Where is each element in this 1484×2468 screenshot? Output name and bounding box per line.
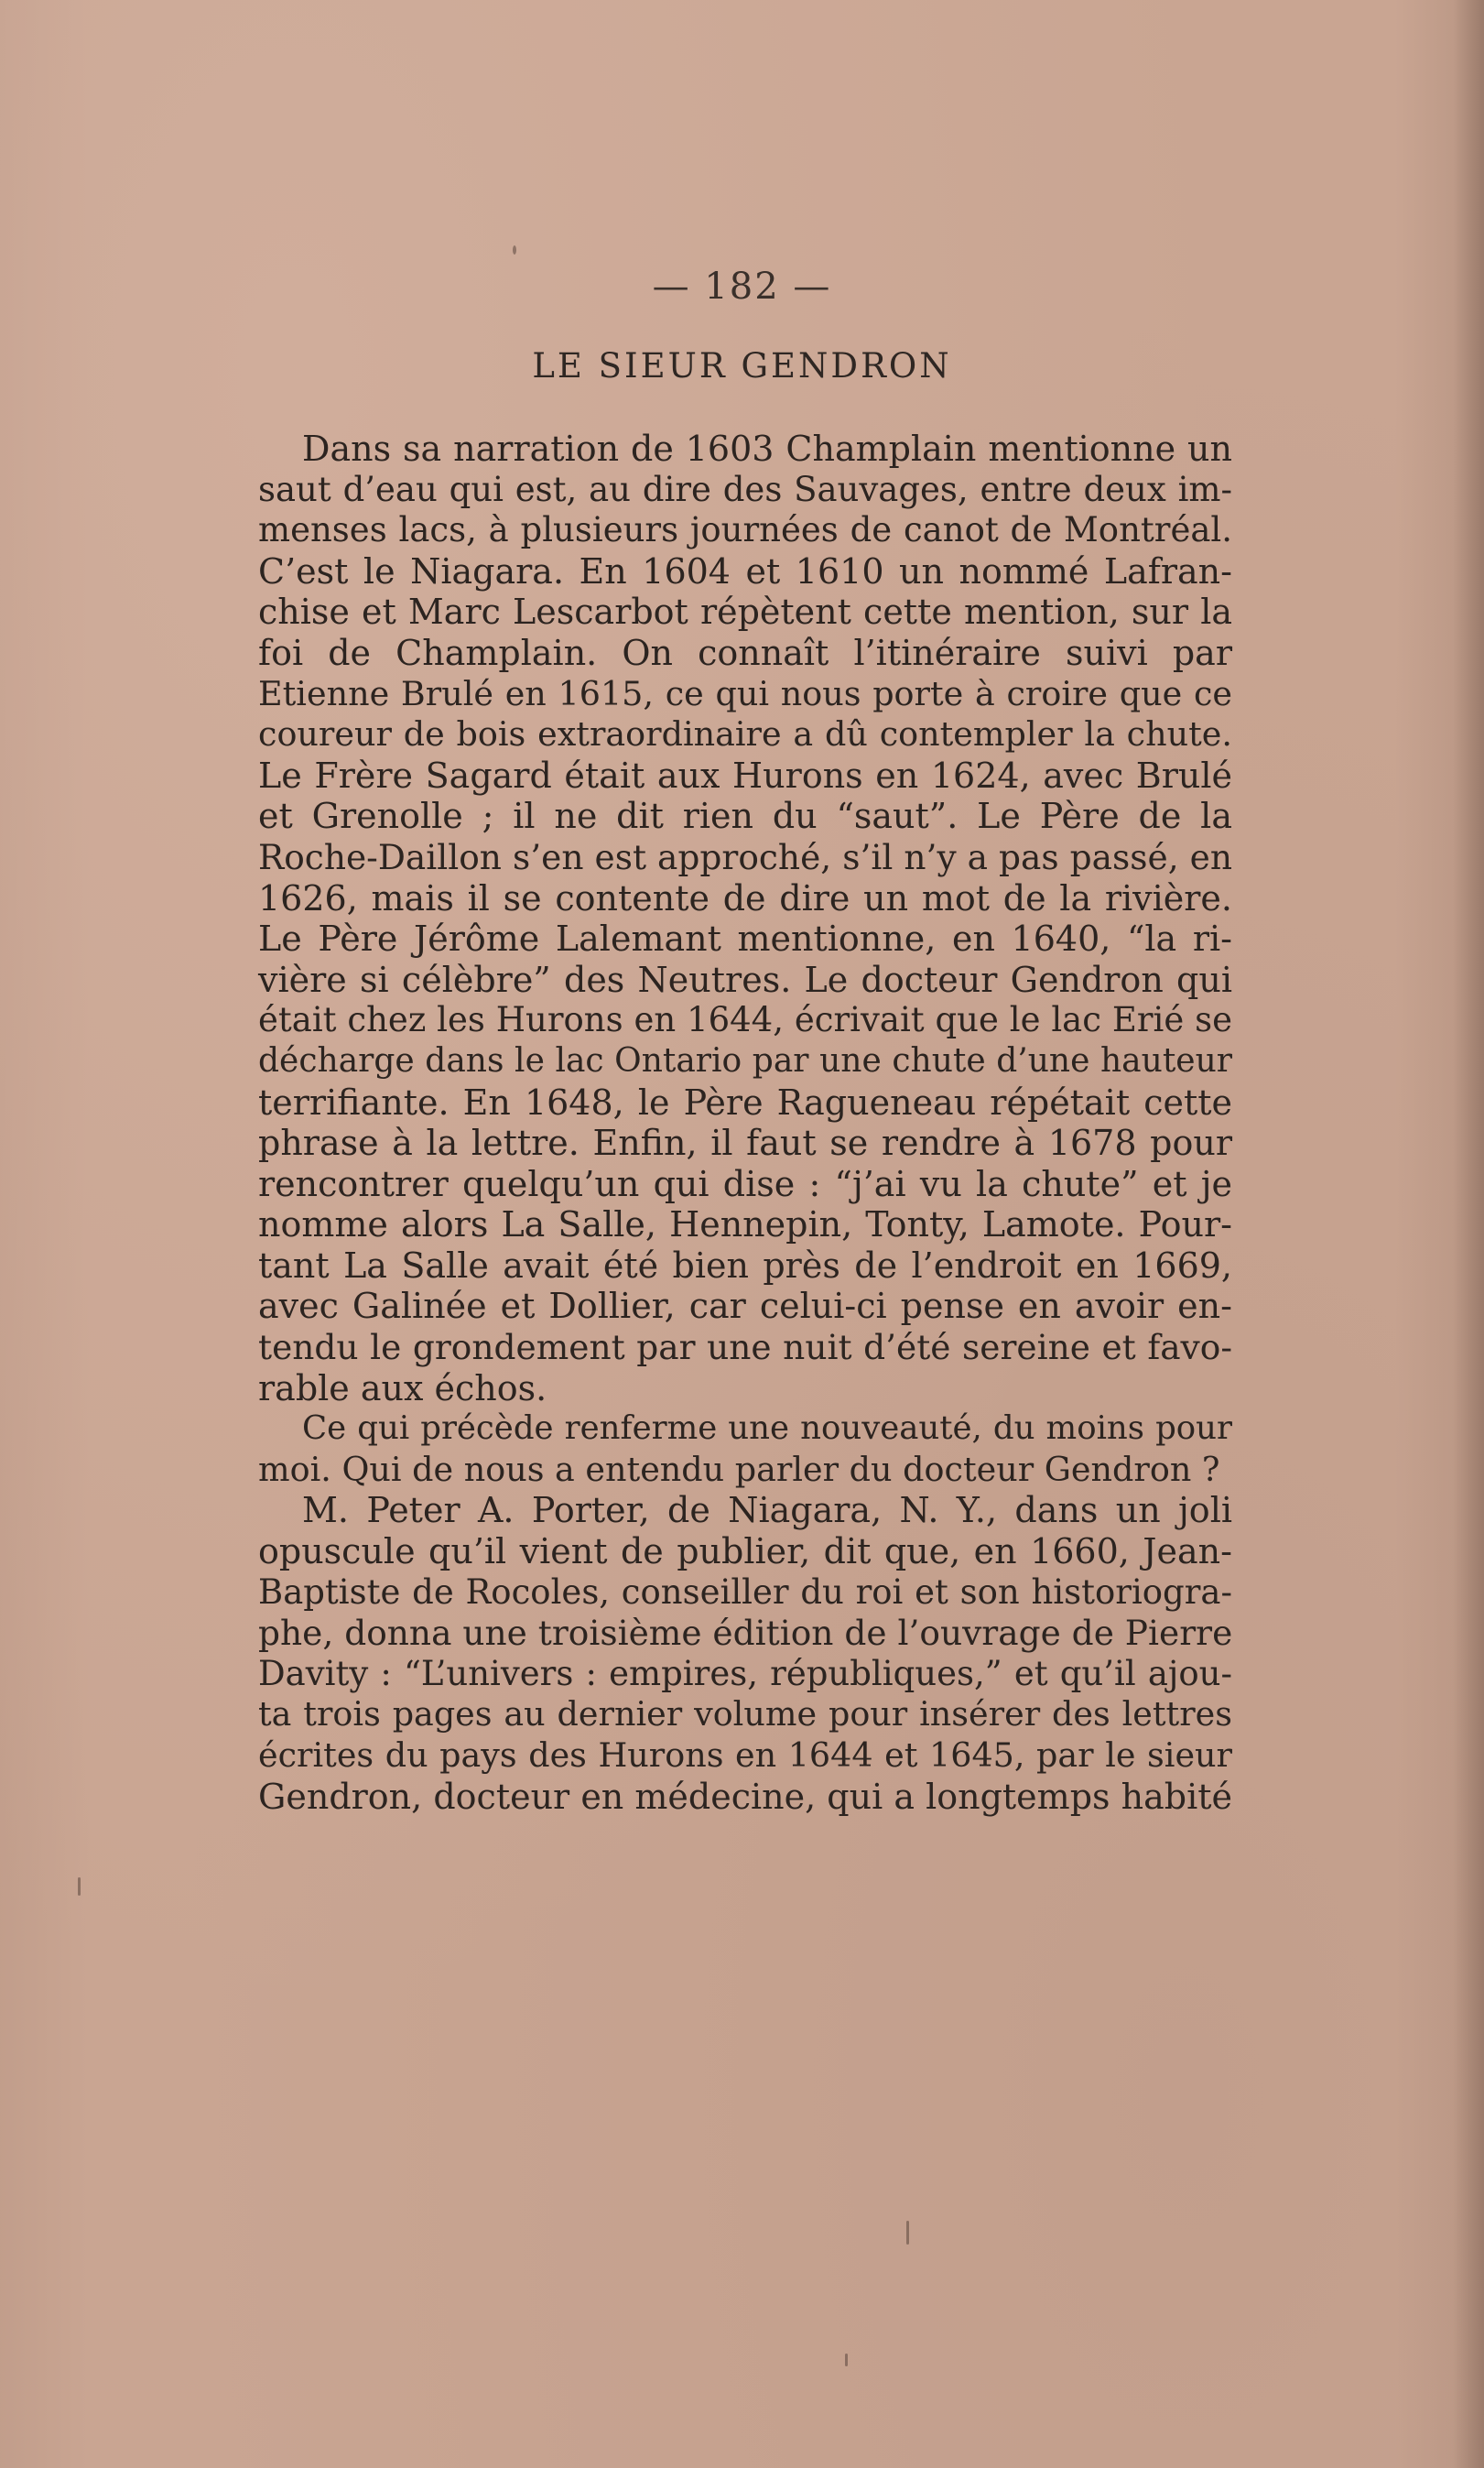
text-line: vière si célèbre” des Neutres. Le docteur Gendron qui [258, 959, 1232, 1000]
text-line: tant La Salle avait été bien près de l’endroit en 1669, [258, 1245, 1232, 1286]
text-line: Le Père Jérôme Lalemant mentionne, en 1640, “la ri- [258, 919, 1232, 960]
text-line: saut d’eau qui est, au dire des Sauvages, entre deux im- [258, 469, 1232, 509]
text-line: et Grenolle ; il ne dit rien du “saut”. Le Père de la [258, 796, 1232, 837]
text-line: décharge dans le lac Ontario par une chute d’une hauteur [258, 1041, 1232, 1080]
text-line: 1626, mais il se contente de dire un mot de la rivière. [258, 877, 1232, 919]
text-line: Baptiste de Rocoles, conseiller du roi et son historiogra- [258, 1571, 1232, 1612]
text-line: tendu le grondement par une nuit d’été sereine et favo- [258, 1327, 1232, 1368]
text-line: M. Peter A. Porter, de Niagara, N. Y., dans un joli [302, 1490, 1232, 1531]
text-line: Davity : “L’univers : empires, républiques,” et qu’il ajou- [258, 1653, 1232, 1693]
paper-speck [906, 2221, 909, 2245]
text-line: rable aux échos. [258, 1367, 547, 1408]
text-line: Roche-Daillon s’en est approché, s’il n’y a pas passé, en [258, 836, 1232, 877]
text-line: coureur de bois extraordinaire a dû contempler la chute. [258, 714, 1232, 755]
text-line: phrase à la lettre. Enfin, il faut se rendre à 1678 pour [258, 1123, 1232, 1164]
text-line: Ce qui précède renferme une nouveauté, du moins pour [302, 1409, 1232, 1448]
text-line: nomme alors La Salle, Hennepin, Tonty, Lamote. Pour- [258, 1204, 1232, 1245]
text-line: Etienne Brulé en 1615, ce qui nous porte à croire que ce [258, 673, 1232, 713]
text-line: terrifiante. En 1648, le Père Ragueneau répétait cette [258, 1082, 1232, 1123]
text-line: rencontrer quelqu’un qui dise : “j’ai vu la chute” et je [258, 1163, 1232, 1204]
text-line: menses lacs, à plusieurs journées de canot de Montréal. [258, 510, 1232, 550]
text-line: Dans sa narration de 1603 Champlain mentionne un [302, 429, 1232, 469]
page-number: — 182 — [652, 266, 832, 308]
text-line: opuscule qu’il vient de publier, dit que, en 1660, Jean- [258, 1531, 1232, 1572]
text-line: avec Galinée et Dollier, car celui-ci pense en avoir en- [258, 1286, 1232, 1327]
text-line: moi. Qui de nous a entendu parler du docteur Gendron ? [258, 1449, 1220, 1489]
text-line: phe, donna une troisième édition de l’ouvrage de Pierre [258, 1613, 1233, 1654]
text-line: ta trois pages au dernier volume pour insérer des lettres [258, 1694, 1232, 1734]
paper-speck [78, 1877, 81, 1896]
section-heading: LE SIEUR GENDRON [532, 346, 952, 386]
paper-speck [513, 245, 516, 255]
paper-speck [845, 2354, 848, 2366]
text-line: écrites du pays des Hurons en 1644 et 1645, par le sieur [258, 1735, 1232, 1775]
body-text [258, 429, 1232, 1817]
text-line: C’est le Niagara. En 1604 et 1610 un nommé Lafran- [258, 550, 1232, 592]
text-line: était chez les Hurons en 1644, écrivait que le lac Erié se [258, 1000, 1232, 1040]
text-line: Gendron, docteur en médecine, qui a longtemps habité [258, 1776, 1232, 1817]
text-line: foi de Champlain. On connaît l’itinéraire suivi par [258, 632, 1232, 673]
text-line: chise et Marc Lescarbot répètent cette mention, sur la [258, 592, 1232, 633]
text-line: Le Frère Sagard était aux Hurons en 1624, avec Brulé [258, 755, 1232, 796]
